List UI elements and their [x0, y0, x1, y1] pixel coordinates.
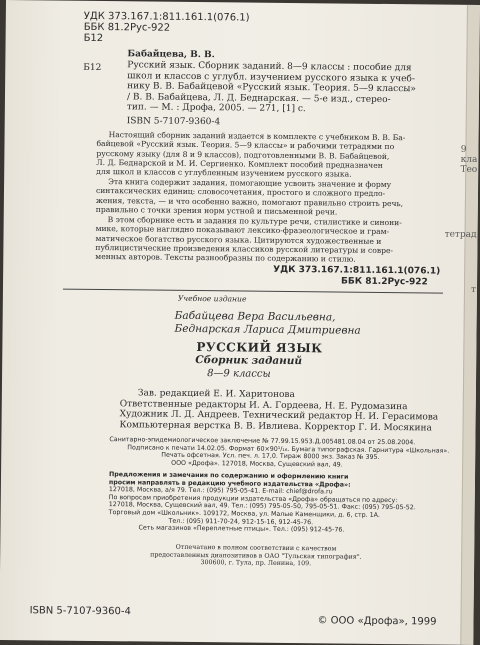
- bib-line: Русский язык. Сборник заданий. 8—9 классы : пособие для: [127, 60, 412, 74]
- edition-type: Учебное издание: [177, 293, 247, 304]
- book-subtitle: Сборник заданий: [195, 354, 303, 368]
- annotation-line: русскому языку (для 8 и 9 классов), подготовленными В. В. Бабайцевой,: [96, 148, 390, 161]
- udk-code-top: УДК 373.167.1:811.161.1(076.1): [83, 10, 250, 24]
- bib-line: тип. — М. : Дрофа, 2005. — 271, [1] с.: [126, 102, 306, 115]
- annotation-paragraph-3: [95, 215, 402, 265]
- printer-line: Отпечатано в полном соответствии с качеством: [175, 543, 337, 553]
- divider-line: [63, 289, 443, 294]
- annotation-line: синтаксических единиц: словосочетания, простого и сложного предло-: [95, 186, 386, 199]
- contact-line: Тел.: (095) 911-70-24, 912-15-16, 912-45-76.: [168, 517, 314, 526]
- isbn-middle: ISBN 5-7107-9360-4: [126, 116, 221, 128]
- annotation-line: мике, которые наглядно показывают лексико-фразеологическое и грам-: [95, 224, 390, 237]
- annotation-line: В этом сборнике есть и задания по культуре речи, стилистике и синони-: [107, 215, 402, 228]
- imprint-line: Санитарно-эпидемиологическое заключение № 77.99.15.953.Д.005481.08.04 от 25.08.2004.: [109, 436, 416, 447]
- credit-line: Зав. редакцией Е. И. Харитонова: [137, 388, 295, 401]
- bib-line: школ и классов с углубл. изучением русского языка к учеб-: [127, 70, 415, 84]
- credit-line: Ответственные редакторы И. А. Гордеева, Н. Е. Рудомазина: [119, 398, 408, 412]
- bib-line: / В. В. Бабайцева, Л. Д. Беднарская. — 5-е изд., стерео-: [126, 91, 391, 105]
- printer-line: 300600, г. Тула, пр. Ленина, 109.: [200, 559, 312, 568]
- isbn-bottom: ISBN 5-7107-9360-4: [29, 605, 131, 618]
- credits-block: [120, 388, 439, 433]
- book-title: РУССКИЙ ЯЗЫК: [196, 340, 323, 356]
- credit-line: Художник Л. Д. Андреев. Технический редактор Н. И. Герасимова: [119, 409, 439, 423]
- annotation-line: Эта книга содержит задания, помогающие усвоить значение и форму: [108, 177, 392, 190]
- facing-page-text: 9 кла: [460, 144, 478, 165]
- credit-line: Компьютерная верстка В. В. Ивлиева. Корректор Г. И. Мосякина: [119, 419, 432, 433]
- imprint-block: [109, 436, 449, 470]
- annotation-line: менных авторов. Тексты разнообразны по содержанию и стилю.: [95, 252, 356, 264]
- annotation-line: публицистические произведения классиков русской литературы и совре-: [95, 242, 394, 255]
- annotation-line: для школ и классов с углубленным изучением русского языка.: [96, 167, 352, 179]
- annotation-line: Л. Д. Беднарской и М. И. Сергиенко. Комплект пособий предназначен: [96, 157, 383, 170]
- contact-line: 127018, Москва, Сущевский вал, 49. Тел.: (095) 795-05-50, 795-05-51. Факс: (095) 795-05-52.: [108, 501, 416, 512]
- bib-line: нику В. В. Бабайцевой «Русский язык. Теория. 5—9 классы»: [127, 81, 417, 95]
- imprint-line: Печать офсетная. Усл. печ. л. 17,0. Тираж 8000 экз. Заказ № 395.: [161, 451, 380, 462]
- facing-page-text: т: [470, 284, 477, 295]
- contact-line: просим направлять в редакцию учебного издательства «Дрофа»:: [108, 478, 351, 489]
- contact-line: Торговый дом «Школьник». 109172, Москва, ул. Малые Каменщики, д. 6, стр. 1А.: [108, 509, 380, 519]
- annotation-paragraph-1: [96, 130, 405, 180]
- bbk-code-bottom: ББК 81.2Рус-922: [341, 276, 428, 288]
- annotation-line: жения, текста, — и что особенно важно, помогают правильно строить речь,: [95, 195, 404, 208]
- annotation-line: байцевой «Русский язык. Теория. 5—9 классы» и рабочими тетрадями по: [96, 139, 395, 152]
- copyright: © ООО «Дрофа», 1999: [317, 615, 437, 628]
- contact-line: Сеть магазинов «Переплетные птицы». Тел.: (095) 912-45-76.: [138, 524, 345, 534]
- annotation-line: Настоящий сборник заданий издается в комплекте с учебником В. В. Ба-: [108, 130, 406, 143]
- facing-page-text: тетрад: [444, 229, 477, 240]
- contact-line: 127018, Москва, а/я 79. Тел.: (095) 795-05-41. E-mail: chief@drofa.ru: [108, 486, 333, 496]
- annotation-paragraph-2: [96, 177, 404, 217]
- authors-block: [175, 310, 361, 337]
- bbk-code-top: ББК 81.2Рус-922: [83, 21, 171, 34]
- udk-code-bottom: УДК 373.167.1:811.161.1(076.1): [273, 264, 441, 277]
- facing-page-text: Тео: [460, 164, 478, 175]
- contact-line: По вопросам приобретения продукции издательства «Дрофа» обращаться по адресу:: [108, 493, 398, 504]
- annotation-line: матическое богатство русского языка. Цитируются художественные и: [95, 233, 382, 246]
- author-name: Беднарская Лариса Дмитриевна: [174, 322, 361, 337]
- author-name: Бабайцева Вера Васильевна,: [174, 309, 336, 324]
- catalog-code-top: Б12: [83, 32, 104, 45]
- contact-line: Предложения и замечания по содержанию и оформлению книги: [108, 471, 349, 481]
- facing-page-edge: [444, 5, 480, 645]
- bibliographic-description: [127, 60, 416, 116]
- contacts-block: [108, 471, 416, 535]
- annotation-line: правильно с точки зрения норм устной и письменной речи.: [95, 204, 338, 217]
- catalog-code-side: Б12: [83, 62, 102, 74]
- imprint-line: ООО «Дрофа». 127018, Москва, Сущевский вал, 49.: [171, 459, 343, 469]
- printer-block: [150, 544, 362, 569]
- grades: 8—9 классы: [207, 368, 271, 380]
- printer-line: предоставленных диапозитивов в ОАО "Тульская типография".: [150, 551, 362, 561]
- author-heading: Бабайцева, В. В.: [127, 49, 215, 61]
- imprint-line: Подписано к печати 14.02.05. Формат 60×90¹/₁₆. Бумага типографская. Гарнитура «Школьная».: [127, 443, 450, 455]
